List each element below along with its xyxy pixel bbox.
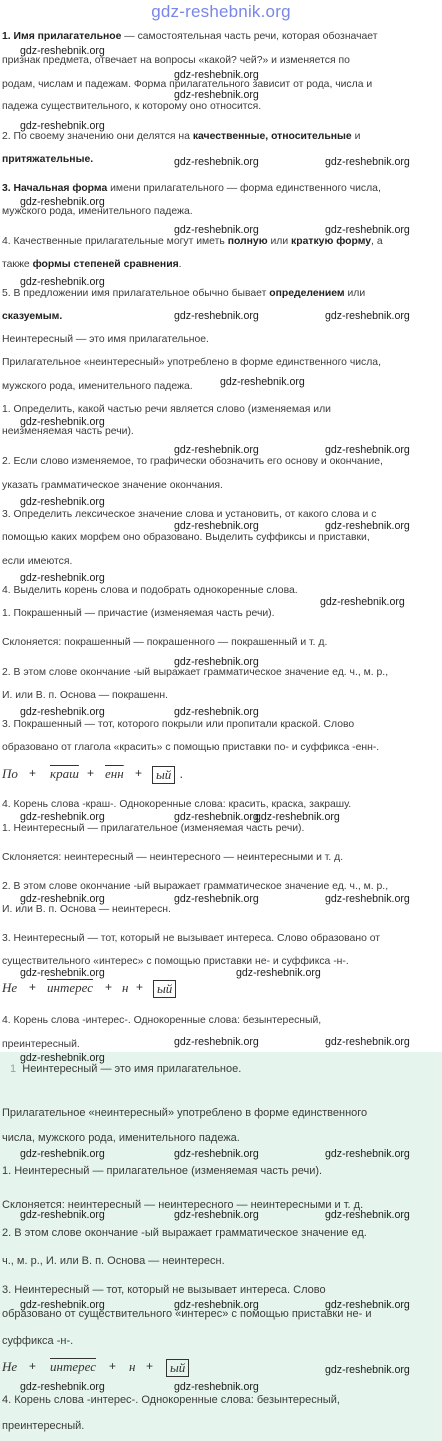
line: падежа существительного, к которому оно относится. — [2, 101, 262, 112]
watermark[interactable]: gdz-reshebnik.org — [20, 811, 105, 823]
line: притяжательные. — [2, 154, 94, 165]
watermark[interactable]: gdz-reshebnik.org — [325, 310, 410, 322]
dot: . — [180, 766, 184, 781]
line: мужского рода, именительного падежа. — [2, 381, 193, 392]
root: краш — [50, 766, 79, 781]
watermark[interactable]: gdz-reshebnik.org — [220, 376, 305, 388]
line: сказуемым. — [2, 311, 63, 322]
watermark[interactable]: gdz-reshebnik.org — [20, 1148, 105, 1160]
watermark[interactable]: gdz-reshebnik.org — [20, 1209, 105, 1221]
watermark[interactable]: gdz-reshebnik.org — [320, 596, 405, 608]
suffix: енн — [105, 766, 124, 781]
line: 2. В этом слове окончание -ый выражает грамматическое значение ед. ч., м. р., — [2, 667, 389, 678]
line: 4. Корень слова -краш-. Однокоренные слова: красить, краска, закрашу. — [2, 799, 352, 810]
line: 4. Выделить корень слова и подобрать однокоренные слова. — [2, 585, 298, 596]
watermark[interactable]: gdz-reshebnik.org — [20, 1299, 105, 1311]
answer-line: 2. В этом слове окончание -ый выражает грамматическое значение ед. — [2, 1227, 367, 1239]
watermark[interactable]: gdz-reshebnik.org — [174, 89, 259, 101]
line: 1. Определить, какой частью речи является слово (изменяемая или — [2, 404, 331, 415]
plus: + — [29, 766, 37, 780]
watermark[interactable]: gdz-reshebnik.org — [20, 967, 105, 979]
line: 1. Неинтересный — прилагательное (изменяемая часть речи). — [2, 823, 305, 834]
plus: + — [29, 1359, 37, 1373]
answer-line: Склоняется: неинтересный — неинтересного — неинтересными и т. д. — [2, 1199, 364, 1211]
answer-line: 4. Корень слова -интерес-. Однокоренные слова: безынтересный, — [2, 1394, 340, 1406]
watermark[interactable]: gdz-reshebnik.org — [325, 1148, 410, 1160]
line: 5. В предложении имя прилагательное обычно бывает определением или — [2, 288, 366, 299]
line: родам, числам и падежам. Форма прилагательного зависит от рода, числа и — [2, 79, 373, 90]
plus: + — [29, 980, 37, 994]
line: 3. Определить лексическое значение слова и установить, от какого слова и с — [2, 509, 377, 520]
line: 3. Начальная форма имени прилагательного — форма единственного числа, — [2, 183, 381, 194]
morpheme-scheme-neinteresny — [2, 978, 302, 998]
line: 2. По своему значению они делятся на качественные, относительные и — [2, 131, 361, 142]
answer-line: 1. Неинтересный — прилагательное (изменяемая часть речи). — [2, 1165, 323, 1177]
line: 3. Неинтересный — тот, который не вызывает интереса. Слово образовано от — [2, 933, 381, 944]
line: указать грамматическое значение окончания. — [2, 480, 223, 491]
watermark[interactable]: gdz-reshebnik.org — [20, 706, 105, 718]
answer-line: суффикса -н-. — [2, 1335, 74, 1347]
ending: ый — [152, 766, 175, 784]
line: также формы степеней сравнения. — [2, 259, 182, 270]
morpheme-scheme-neinteresny — [2, 1357, 302, 1377]
watermark[interactable]: gdz-reshebnik.org — [174, 706, 259, 718]
line: неизменяемая часть речи). — [2, 426, 134, 437]
line: 4. Качественные прилагательные могут иметь полную или краткую форму, а — [2, 236, 383, 247]
watermark[interactable]: gdz-reshebnik.org — [325, 444, 410, 456]
plus: + — [105, 980, 113, 994]
morpheme-scheme-pokrashenny — [2, 764, 302, 784]
watermark[interactable]: gdz-reshebnik.org — [325, 520, 410, 532]
watermark[interactable]: gdz-reshebnik.org — [20, 1381, 105, 1393]
answer-line: преинтересный. — [2, 1420, 85, 1432]
plus: + — [136, 980, 144, 994]
watermark[interactable]: gdz-reshebnik.org — [174, 224, 259, 236]
watermark[interactable]: gdz-reshebnik.org — [174, 1381, 259, 1393]
line: помощью каких морфем оно образовано. Выделить суффиксы и приставки, — [2, 532, 370, 543]
line: И. или В. п. Основа — покрашенн. — [2, 690, 169, 701]
line: признак предмета, отвечает на вопросы «какой? чей?» и изменяется по — [2, 55, 350, 66]
line: 1. Покрашенный — причастие (изменяемая часть речи). — [2, 608, 275, 619]
line: Неинтересный — это имя прилагательное. — [2, 334, 209, 345]
watermark[interactable]: gdz-reshebnik.org — [325, 156, 410, 168]
watermark[interactable]: gdz-reshebnik.org — [174, 310, 259, 322]
watermark[interactable]: gdz-reshebnik.org — [20, 120, 105, 132]
plus: + — [135, 766, 143, 780]
watermark[interactable]: gdz-reshebnik.org — [174, 156, 259, 168]
watermark[interactable]: gdz-reshebnik.org — [20, 893, 105, 905]
root: интерес — [47, 980, 93, 995]
watermark[interactable]: gdz-reshebnik.org — [20, 276, 105, 288]
prefix: Не — [2, 1359, 18, 1374]
watermark[interactable]: gdz-reshebnik.org — [20, 1052, 105, 1064]
watermark[interactable]: gdz-reshebnik.org — [174, 656, 259, 668]
watermark[interactable]: gdz-reshebnik.org — [20, 496, 105, 508]
ending: ый — [166, 1359, 189, 1377]
line: 1. Имя прилагательное — самостоятельная часть речи, которая обозначает — [2, 31, 378, 42]
watermark[interactable]: gdz-reshebnik.org — [174, 444, 259, 456]
line: если имеются. — [2, 556, 73, 567]
watermark[interactable]: gdz-reshebnik.org — [236, 967, 321, 979]
watermark[interactable]: gdz-reshebnik.org — [20, 572, 105, 584]
ending: ый — [153, 980, 176, 998]
plus: + — [146, 1359, 154, 1373]
answer-line: 3. Неинтересный — тот, который не вызывает интереса. Слово — [2, 1284, 326, 1296]
answer-line: ч., м. р., И. или В. п. Основа — неинтересн. — [2, 1255, 225, 1267]
root: интерес — [50, 1359, 96, 1374]
watermark[interactable]: gdz-reshebnik.org — [174, 1299, 259, 1311]
line: 2. Если слово изменяемое, то графически обозначить его основу и окончание, — [2, 456, 383, 467]
watermark[interactable]: gdz-reshebnik.org — [325, 1036, 410, 1048]
line: Склоняется: покрашенный — покрашенного — покрашенный и т. д. — [2, 637, 328, 648]
site-title[interactable]: gdz-reshebnik.org — [151, 2, 291, 21]
watermark[interactable]: gdz-reshebnik.org — [325, 1364, 410, 1376]
watermark[interactable]: gdz-reshebnik.org — [325, 1209, 410, 1221]
watermark[interactable]: gdz-reshebnik.org — [20, 45, 105, 57]
watermark[interactable]: gdz-reshebnik.org — [174, 1209, 259, 1221]
line: 3. Покрашенный — тот, которого покрыли или пропитали краской. Слово — [2, 719, 355, 730]
line: 4. Корень слова -интерес-. Однокоренные слова: безынтересный, — [2, 1015, 322, 1026]
watermark[interactable]: gdz-reshebnik.org — [20, 416, 105, 428]
watermark[interactable]: gdz-reshebnik.org — [255, 811, 340, 823]
line: Склоняется: неинтересный — неинтересного — неинтересными и т. д. — [2, 852, 344, 863]
answer-line: образовано от существительного «интерес» с помощью приставки не- и — [2, 1308, 372, 1320]
line: преинтересный. — [2, 1039, 80, 1050]
line: И. или В. п. Основа — неинтересн. — [2, 904, 171, 915]
watermark[interactable]: gdz-reshebnik.org — [20, 196, 105, 208]
prefix: По — [2, 766, 18, 781]
line: существительного «интерес» с помощью приставки не- и суффикса -н-. — [2, 956, 349, 967]
suffix: н — [122, 980, 129, 995]
watermark[interactable]: gdz-reshebnik.org — [325, 1299, 410, 1311]
watermark[interactable]: gdz-reshebnik.org — [325, 224, 410, 236]
watermark[interactable]: gdz-reshebnik.org — [325, 893, 410, 905]
watermark[interactable]: gdz-reshebnik.org — [174, 520, 259, 532]
plus: + — [109, 1359, 117, 1373]
watermark[interactable]: gdz-reshebnik.org — [174, 69, 259, 81]
watermark[interactable]: gdz-reshebnik.org — [174, 811, 259, 823]
plus: + — [87, 766, 95, 780]
answer-line: числа, мужского рода, именительного падежа. — [2, 1132, 240, 1144]
watermark[interactable]: gdz-reshebnik.org — [174, 1148, 259, 1160]
prefix: Не — [2, 980, 18, 995]
line: 2. В этом слове окончание -ый выражает грамматическое значение ед. ч., м. р., — [2, 881, 389, 892]
suffix: н — [129, 1359, 136, 1374]
watermark[interactable]: gdz-reshebnik.org — [174, 893, 259, 905]
line: Прилагательное «неинтересный» употреблено в форме единственного числа, — [2, 357, 381, 368]
line: образовано от глагола «красить» с помощью приставки по- и суффикса -енн-. — [2, 742, 380, 753]
answer-line: Прилагательное «неинтересный» употреблено в форме единственного — [2, 1107, 368, 1119]
answer-line: 1 Неинтересный — это имя прилагательное. — [10, 1063, 242, 1075]
watermark[interactable]: gdz-reshebnik.org — [174, 1036, 259, 1048]
line: мужского рода, именительного падежа. — [2, 206, 193, 217]
